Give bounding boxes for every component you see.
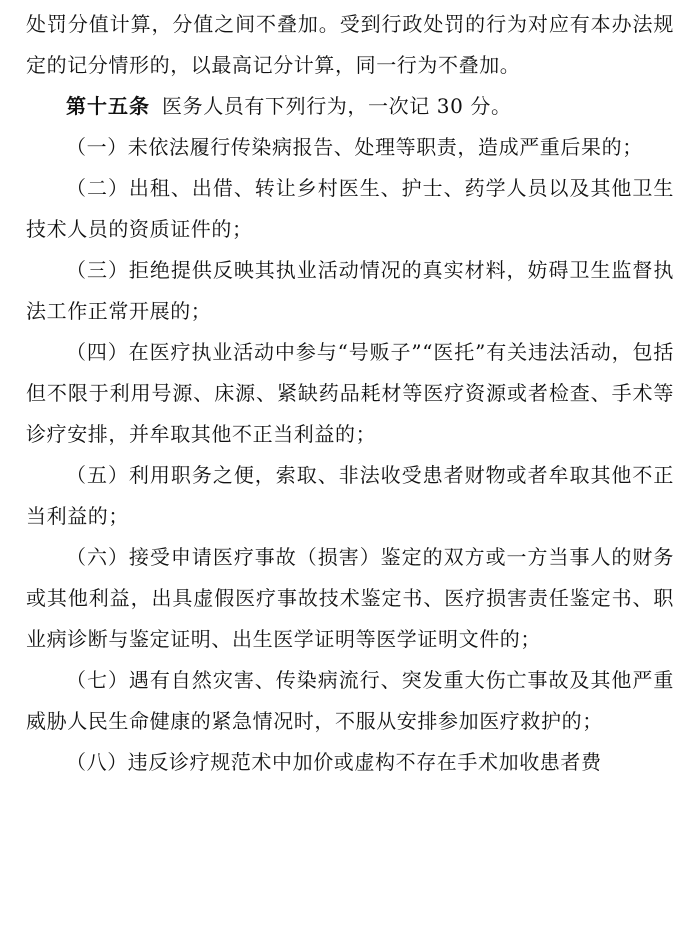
list-item-8: （八）违反诊疗规范术中加价或虚构不存在手术加收患者费 — [66, 750, 602, 774]
list-item-3: （三）拒绝提供反映其执业活动情况的真实材料，妨碍卫生监督执法工作正常开展的； — [26, 258, 674, 323]
document-page — [26, 4, 674, 783]
list-item-1: （一）未依法履行传染病报告、处理等职责，造成严重后果的； — [66, 135, 643, 159]
article-text: 医务人员有下列行为，一次记 30 分。 — [162, 94, 512, 118]
article-15 — [26, 86, 674, 127]
list-item-6: （六）接受申请医疗事故（损害）鉴定的双方或一方当事人的财务或其他利益，出具虚假医疗事故技术鉴定书、医疗损害责任鉴定书、职业病诊断与鉴定证明、出生医学证明等医学证明文件的； — [26, 545, 674, 651]
article-heading: 第十五条 — [66, 94, 150, 118]
list-item-2: （二）出租、出借、转让乡村医生、护士、药学人员以及其他卫生技术人员的资质证件的； — [26, 176, 674, 241]
intro-paragraph: 处罚分值计算，分值之间不叠加。受到行政处罚的行为对应有本办法规定的记分情形的，以最高记分计算，同一行为不叠加。 — [26, 12, 674, 77]
list-item-5: （五）利用职务之便，索取、非法收受患者财物或者牟取其他不正当利益的； — [26, 463, 674, 528]
list-item-7: （七）遇有自然灾害、传染病流行、突发重大伤亡事故及其他严重威胁人民生命健康的紧急情况时，不服从安排参加医疗救护的； — [26, 668, 674, 733]
list-item-4: （四）在医疗执业活动中参与“号贩子”“医托”有关违法活动，包括但不限于利用号源、床源、紧缺药品耗材等医疗资源或者检查、手术等诊疗安排，并牟取其他不正当利益的； — [26, 340, 674, 446]
